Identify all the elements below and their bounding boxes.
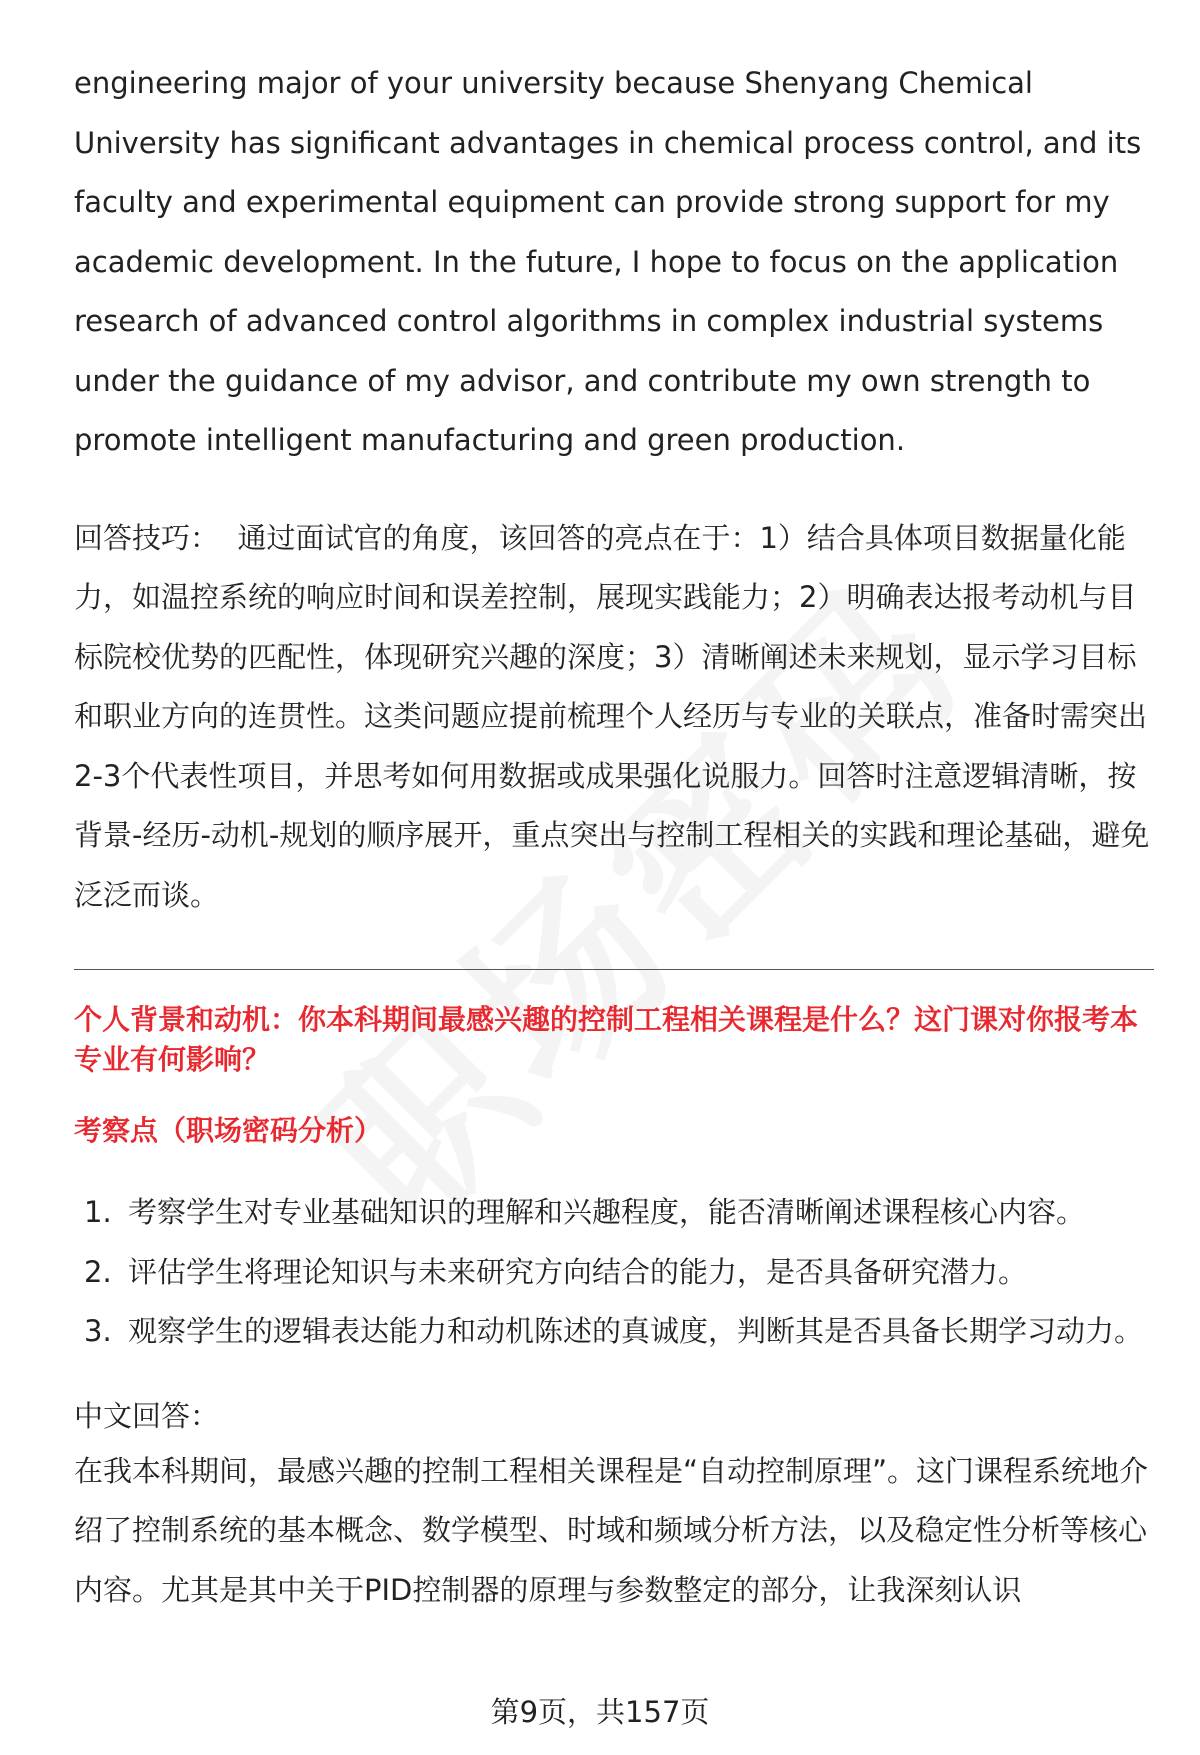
list-item-text: 评估学生将理论知识与未来研究方向结合的能力，是否具备研究潜力。 [128, 1254, 1028, 1289]
chinese-answer-paragraph: 在我本科期间，最感兴趣的控制工程相关课程是“自动控制原理”。这门课程系统地介绍了控制系统的基本概念、数学模型、时域和频域分析方法，以及稳定性分析等核心内容。尤其是其中关于PID控制器的原理与参数整定的部分，让我深刻认识 [74, 1453, 1149, 1607]
list-item-text: 考察学生对专业基础知识的理解和兴趣程度，能否清晰阐述课程核心内容。 [128, 1195, 1086, 1229]
focus-points-list [74, 1183, 1154, 1362]
section-divider [74, 969, 1154, 970]
list-item [74, 1302, 1154, 1362]
question-title: 个人背景和动机：你本科期间最感兴趣的控制工程相关课程是什么？这门课对你报考本专业有何影响？ [74, 1003, 1139, 1076]
page-content [74, 54, 1154, 1620]
answer-tips-paragraph [74, 509, 1154, 926]
list-number: 2. [84, 1254, 112, 1289]
page-number-footer: 第9页，共157页 [490, 1695, 710, 1729]
list-number: 3. [84, 1314, 112, 1348]
tips-label: 回答技巧： [74, 520, 220, 555]
list-number: 1. [84, 1195, 112, 1229]
tips-text: 通过面试官的角度，该回答的亮点在于：1）结合具体项目数据量化能力，如温控系统的响应时间和误差控制，展现实践能力；2）明确表达报考动机与目标院校优势的匹配性，体现研究兴趣的深度；3）清晰阐述未来规划，显示学习目标和职业方向的连贯性。这类问题应提前梳理个人经历与专业的关联点，准备时需突出2-3个代表性项目，并思考如何用数据或成果强化说服力。回答时注意逻辑清晰，按背景-经历-动机-规划的顺序展开，重点突出与控制工程相关的实践和理论基础，避免泛泛而谈。 [74, 520, 1150, 912]
chinese-answer-label: 中文回答： [74, 1398, 220, 1433]
list-item [74, 1243, 1154, 1303]
list-item-text: 观察学生的逻辑表达能力和动机陈述的真诚度，判断其是否具备长期学习动力。 [128, 1314, 1144, 1348]
focus-title: 考察点（职场密码分析） [74, 1114, 383, 1147]
intro-paragraph: engineering major of your university because Shenyang Chemical University has significant advantages in chemical process control, and its faculty and experimental equipment can provide strong support for my academic development. In the future, I hope to focus on the application research of advanced control algorithms in complex industrial systems under the guidance of my advisor, and contribute my own strength to promote intelligent manufacturing and green production. [74, 66, 1142, 457]
list-item [74, 1183, 1154, 1243]
